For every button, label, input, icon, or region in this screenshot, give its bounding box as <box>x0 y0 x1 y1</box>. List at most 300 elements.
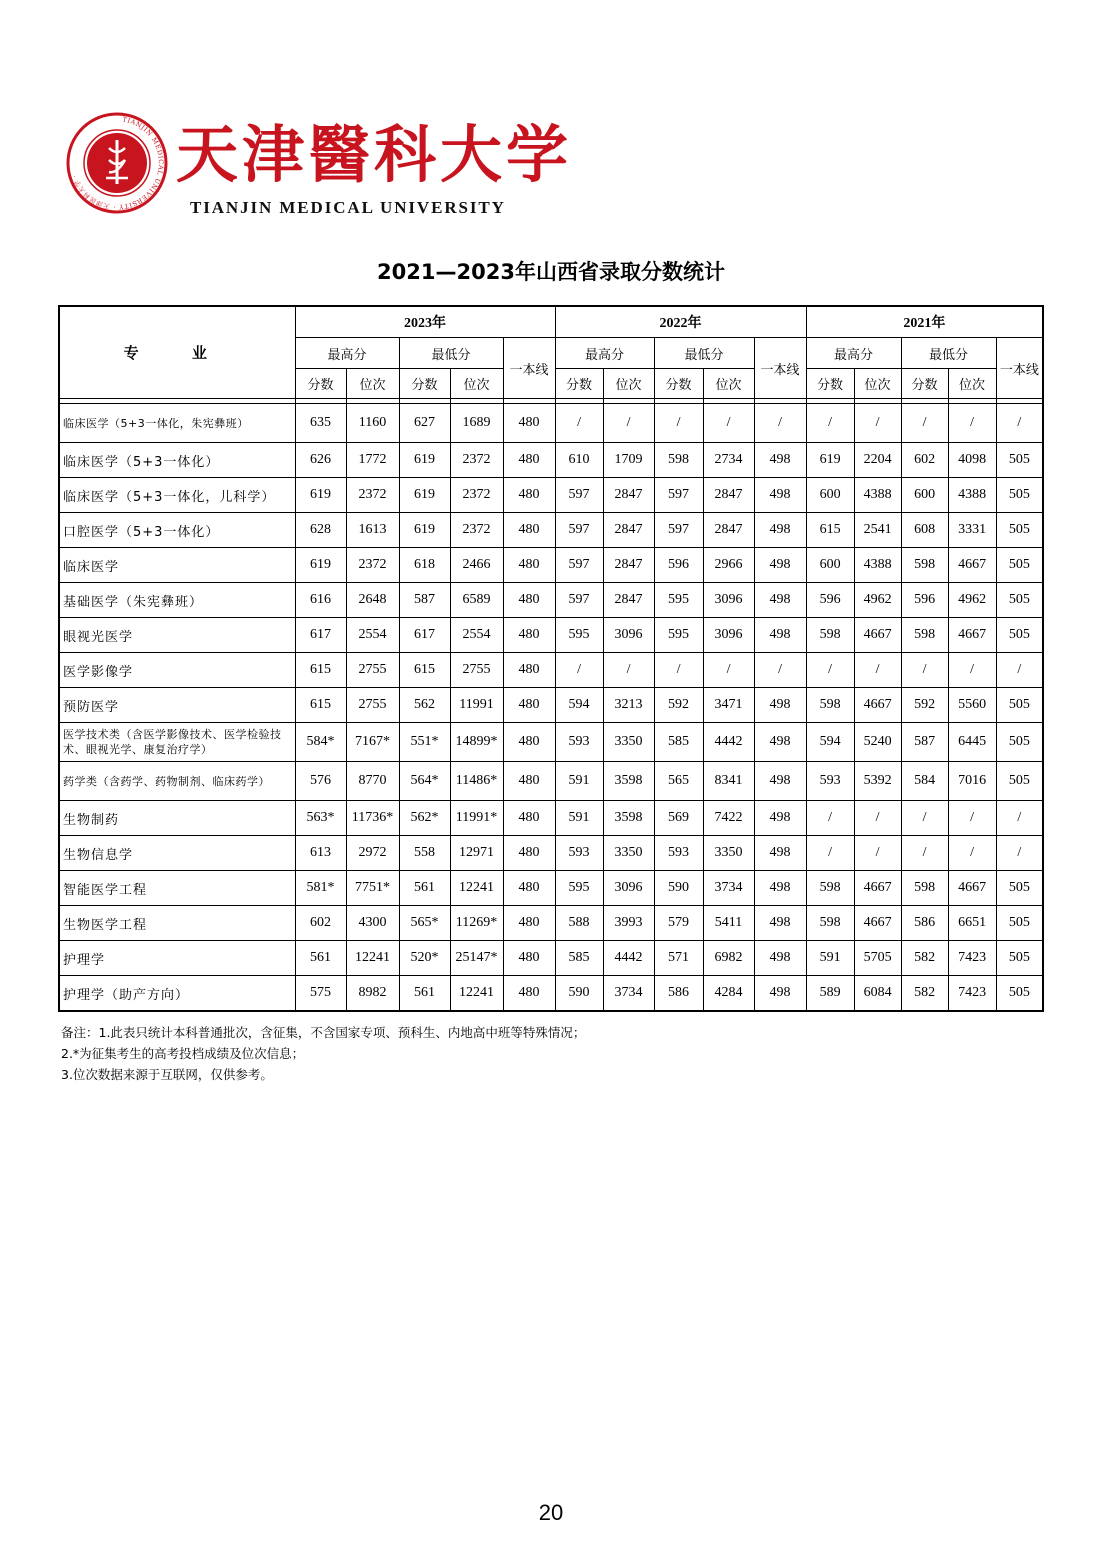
major-cell: 基础医学（朱宪彝班） <box>59 583 295 618</box>
value-cell: 592 <box>654 688 703 723</box>
value-cell: 615 <box>295 688 346 723</box>
value-cell: 3993 <box>603 906 654 941</box>
value-cell: / <box>806 404 854 443</box>
max-score-header: 最高分 <box>555 338 654 369</box>
value-cell: / <box>996 836 1043 871</box>
value-cell: / <box>806 801 854 836</box>
value-cell: 498 <box>754 583 806 618</box>
svg-text:1951: 1951 <box>109 185 125 192</box>
first-tier-line-header: 一本线 <box>503 338 555 399</box>
table-row <box>59 976 1043 1012</box>
value-cell: 11269* <box>450 906 503 941</box>
value-cell: 498 <box>754 478 806 513</box>
value-cell: 608 <box>901 513 948 548</box>
value-cell: 25147* <box>450 941 503 976</box>
value-cell: 2372 <box>450 443 503 478</box>
value-cell: 4667 <box>854 688 901 723</box>
value-cell: 598 <box>901 618 948 653</box>
score-header: 分数 <box>295 369 346 399</box>
major-cell: 预防医学 <box>59 688 295 723</box>
score-header: 分数 <box>399 369 450 399</box>
value-cell: 480 <box>503 653 555 688</box>
value-cell: 600 <box>806 548 854 583</box>
major-cell: 医学影像学 <box>59 653 295 688</box>
min-score-header: 最低分 <box>399 338 503 369</box>
value-cell: / <box>703 653 754 688</box>
table-body <box>59 399 1043 1012</box>
value-cell: / <box>754 653 806 688</box>
value-cell: 4667 <box>854 906 901 941</box>
value-cell: 598 <box>901 548 948 583</box>
value-cell: 498 <box>754 941 806 976</box>
value-cell: 561 <box>295 941 346 976</box>
rank-header: 位次 <box>450 369 503 399</box>
value-cell: 579 <box>654 906 703 941</box>
min-score-header: 最低分 <box>901 338 996 369</box>
value-cell: 5392 <box>854 762 901 801</box>
value-cell: / <box>854 801 901 836</box>
major-cell: 生物医学工程 <box>59 906 295 941</box>
value-cell: 505 <box>996 688 1043 723</box>
year-header-2022: 2022年 <box>555 306 806 338</box>
value-cell: 585 <box>654 723 703 762</box>
value-cell: 4442 <box>703 723 754 762</box>
table-row <box>59 688 1043 723</box>
value-cell: 2755 <box>450 653 503 688</box>
value-cell: 8770 <box>346 762 399 801</box>
score-header: 分数 <box>654 369 703 399</box>
value-cell: 3471 <box>703 688 754 723</box>
value-cell: 498 <box>754 871 806 906</box>
value-cell: 1160 <box>346 404 399 443</box>
value-cell: 2554 <box>346 618 399 653</box>
value-cell: 4098 <box>948 443 996 478</box>
value-cell: 6084 <box>854 976 901 1012</box>
value-cell: 584 <box>901 762 948 801</box>
table-row <box>59 871 1043 906</box>
value-cell: 593 <box>654 836 703 871</box>
value-cell: / <box>996 653 1043 688</box>
value-cell: 635 <box>295 404 346 443</box>
value-cell: 7422 <box>703 801 754 836</box>
value-cell: 7167* <box>346 723 399 762</box>
value-cell: 5560 <box>948 688 996 723</box>
value-cell: 593 <box>555 723 603 762</box>
value-cell: 3598 <box>603 762 654 801</box>
value-cell: 561 <box>399 871 450 906</box>
score-header: 分数 <box>806 369 854 399</box>
value-cell: 8341 <box>703 762 754 801</box>
major-cell: 临床医学（5+3一体化，朱宪彝班） <box>59 404 295 443</box>
value-cell: 14899* <box>450 723 503 762</box>
value-cell: / <box>901 404 948 443</box>
major-cell: 智能医学工程 <box>59 871 295 906</box>
value-cell: 2372 <box>450 513 503 548</box>
value-cell: 12971 <box>450 836 503 871</box>
value-cell: 498 <box>754 618 806 653</box>
value-cell: 2466 <box>450 548 503 583</box>
value-cell: 569 <box>654 801 703 836</box>
value-cell: 498 <box>754 688 806 723</box>
value-cell: 617 <box>399 618 450 653</box>
value-cell: / <box>996 801 1043 836</box>
value-cell: 4962 <box>948 583 996 618</box>
document-title: 2021—2023年山西省录取分数统计 <box>377 260 725 284</box>
rank-header: 位次 <box>703 369 754 399</box>
notes <box>61 1022 585 1085</box>
value-cell: 3096 <box>703 583 754 618</box>
value-cell: 5240 <box>854 723 901 762</box>
value-cell: 2372 <box>346 478 399 513</box>
value-cell: 591 <box>555 801 603 836</box>
value-cell: 551* <box>399 723 450 762</box>
value-cell: 4667 <box>854 871 901 906</box>
value-cell: 597 <box>555 583 603 618</box>
value-cell: 4667 <box>854 618 901 653</box>
value-cell: 600 <box>806 478 854 513</box>
value-cell: 6589 <box>450 583 503 618</box>
value-cell: / <box>901 836 948 871</box>
value-cell: 498 <box>754 906 806 941</box>
value-cell: 2847 <box>603 478 654 513</box>
value-cell: 505 <box>996 906 1043 941</box>
value-cell: 4284 <box>703 976 754 1012</box>
value-cell: 565* <box>399 906 450 941</box>
value-cell: 498 <box>754 443 806 478</box>
score-header: 分数 <box>901 369 948 399</box>
value-cell: 505 <box>996 723 1043 762</box>
value-cell: / <box>654 404 703 443</box>
value-cell: 12241 <box>450 871 503 906</box>
value-cell: 480 <box>503 583 555 618</box>
value-cell: 2755 <box>346 653 399 688</box>
value-cell: 615 <box>806 513 854 548</box>
value-cell: 3598 <box>603 801 654 836</box>
value-cell: / <box>806 836 854 871</box>
value-cell: 591 <box>806 941 854 976</box>
value-cell: 498 <box>754 836 806 871</box>
major-cell: 护理学 <box>59 941 295 976</box>
value-cell: 11991 <box>450 688 503 723</box>
value-cell: 619 <box>806 443 854 478</box>
value-cell: 590 <box>555 976 603 1012</box>
value-cell: 505 <box>996 513 1043 548</box>
rank-header: 位次 <box>346 369 399 399</box>
value-cell: 586 <box>654 976 703 1012</box>
university-name-chinese: 天津醫科大学 <box>176 118 573 191</box>
major-cell: 临床医学 <box>59 548 295 583</box>
value-cell: 597 <box>654 478 703 513</box>
major-cell: 医学技术类（含医学影像技术、医学检验技术、眼视光学、康复治疗学） <box>59 723 295 762</box>
value-cell: 11486* <box>450 762 503 801</box>
value-cell: 1709 <box>603 443 654 478</box>
value-cell: 2847 <box>603 583 654 618</box>
value-cell: 480 <box>503 762 555 801</box>
value-cell: / <box>901 653 948 688</box>
value-cell: 615 <box>399 653 450 688</box>
value-cell: / <box>948 836 996 871</box>
value-cell: 561 <box>399 976 450 1012</box>
table-row <box>59 836 1043 871</box>
major-column-header: 专 业 <box>59 306 295 399</box>
value-cell: 12241 <box>450 976 503 1012</box>
note-line: 备注：1.此表只统计本科普通批次，含征集，不含国家专项、预科生、内地高中班等特殊情况； <box>61 1025 586 1040</box>
major-cell: 药学类（含药学、药物制剂、临床药学） <box>59 762 295 801</box>
value-cell: 498 <box>754 513 806 548</box>
major-cell: 临床医学（5+3一体化） <box>59 443 295 478</box>
max-score-header: 最高分 <box>295 338 399 369</box>
value-cell: 565 <box>654 762 703 801</box>
table-row <box>59 801 1043 836</box>
admission-score-table <box>58 305 1044 1012</box>
value-cell: 563* <box>295 801 346 836</box>
value-cell: 11736* <box>346 801 399 836</box>
value-cell: 558 <box>399 836 450 871</box>
table-row <box>59 618 1043 653</box>
value-cell: 3213 <box>603 688 654 723</box>
value-cell: / <box>555 404 603 443</box>
value-cell: 11991* <box>450 801 503 836</box>
first-tier-line-header: 一本线 <box>996 338 1043 399</box>
value-cell: 593 <box>806 762 854 801</box>
value-cell: 596 <box>806 583 854 618</box>
value-cell: 610 <box>555 443 603 478</box>
value-cell: / <box>806 653 854 688</box>
page-number: 20 <box>538 1500 564 1525</box>
value-cell: 480 <box>503 871 555 906</box>
value-cell: 615 <box>295 653 346 688</box>
value-cell: / <box>948 801 996 836</box>
value-cell: 5705 <box>854 941 901 976</box>
value-cell: 3096 <box>703 618 754 653</box>
value-cell: 505 <box>996 762 1043 801</box>
table-row <box>59 906 1043 941</box>
major-cell: 生物信息学 <box>59 836 295 871</box>
value-cell: / <box>654 653 703 688</box>
value-cell: 595 <box>555 618 603 653</box>
value-cell: 589 <box>806 976 854 1012</box>
value-cell: 619 <box>295 478 346 513</box>
first-tier-line-header: 一本线 <box>754 338 806 399</box>
value-cell: 598 <box>806 618 854 653</box>
value-cell: 4388 <box>854 478 901 513</box>
value-cell: 480 <box>503 723 555 762</box>
value-cell: 480 <box>503 836 555 871</box>
value-cell: 505 <box>996 443 1043 478</box>
value-cell: 1689 <box>450 404 503 443</box>
value-cell: 598 <box>806 688 854 723</box>
major-cell: 护理学（助产方向） <box>59 976 295 1012</box>
value-cell: 8982 <box>346 976 399 1012</box>
table-row <box>59 478 1043 513</box>
value-cell: 598 <box>654 443 703 478</box>
value-cell: 505 <box>996 478 1043 513</box>
value-cell: 480 <box>503 618 555 653</box>
value-cell: 4388 <box>948 478 996 513</box>
value-cell: 480 <box>503 941 555 976</box>
table-row <box>59 513 1043 548</box>
value-cell: 2541 <box>854 513 901 548</box>
value-cell: 627 <box>399 404 450 443</box>
rank-header: 位次 <box>948 369 996 399</box>
value-cell: 4442 <box>603 941 654 976</box>
value-cell: 505 <box>996 548 1043 583</box>
value-cell: 596 <box>654 548 703 583</box>
table-row <box>59 548 1043 583</box>
value-cell: 480 <box>503 404 555 443</box>
table-row <box>59 443 1043 478</box>
value-cell: 590 <box>654 871 703 906</box>
value-cell: / <box>996 404 1043 443</box>
value-cell: 618 <box>399 548 450 583</box>
value-cell: 505 <box>996 941 1043 976</box>
value-cell: 619 <box>399 478 450 513</box>
value-cell: 3734 <box>603 976 654 1012</box>
value-cell: / <box>854 404 901 443</box>
value-cell: 595 <box>654 618 703 653</box>
value-cell: / <box>703 404 754 443</box>
university-name-english: TIANJIN MEDICAL UNIVERSITY <box>190 198 506 217</box>
value-cell: / <box>555 653 603 688</box>
value-cell: 619 <box>295 548 346 583</box>
value-cell: 3350 <box>603 836 654 871</box>
value-cell: / <box>948 653 996 688</box>
value-cell: 602 <box>901 443 948 478</box>
table-row <box>59 762 1043 801</box>
value-cell: 582 <box>901 976 948 1012</box>
value-cell: 505 <box>996 871 1043 906</box>
value-cell: 587 <box>399 583 450 618</box>
value-cell: 3331 <box>948 513 996 548</box>
value-cell: 597 <box>555 548 603 583</box>
value-cell: 2847 <box>703 478 754 513</box>
value-cell: 2847 <box>703 513 754 548</box>
value-cell: 564* <box>399 762 450 801</box>
value-cell: / <box>603 653 654 688</box>
svg-text:TIANJIN MEDICAL UNIVERSITY · 天: TIANJIN MEDICAL UNIVERSITY · 天津医科大学 · <box>70 115 166 212</box>
major-cell: 口腔医学（5+3一体化） <box>59 513 295 548</box>
score-header: 分数 <box>555 369 603 399</box>
value-cell: 595 <box>555 871 603 906</box>
value-cell: 4962 <box>854 583 901 618</box>
value-cell: 597 <box>654 513 703 548</box>
table-row <box>59 723 1043 762</box>
value-cell: 2966 <box>703 548 754 583</box>
table-row <box>59 583 1043 618</box>
value-cell: 591 <box>555 762 603 801</box>
value-cell: / <box>854 836 901 871</box>
value-cell: 2847 <box>603 548 654 583</box>
value-cell: 598 <box>806 871 854 906</box>
value-cell: 498 <box>754 976 806 1012</box>
value-cell: 6651 <box>948 906 996 941</box>
value-cell: 586 <box>901 906 948 941</box>
rank-header: 位次 <box>854 369 901 399</box>
value-cell: 2204 <box>854 443 901 478</box>
value-cell: 480 <box>503 548 555 583</box>
value-cell: 628 <box>295 513 346 548</box>
value-cell: 2847 <box>603 513 654 548</box>
value-cell: 584* <box>295 723 346 762</box>
value-cell: 498 <box>754 548 806 583</box>
value-cell: 588 <box>555 906 603 941</box>
value-cell: / <box>948 404 996 443</box>
rank-header: 位次 <box>603 369 654 399</box>
table-row <box>59 653 1043 688</box>
value-cell: 3096 <box>603 871 654 906</box>
value-cell: 598 <box>806 906 854 941</box>
value-cell: / <box>901 801 948 836</box>
value-cell: / <box>854 653 901 688</box>
value-cell: 613 <box>295 836 346 871</box>
value-cell: 598 <box>901 871 948 906</box>
value-cell: 6982 <box>703 941 754 976</box>
table-row <box>59 404 1043 443</box>
value-cell: 575 <box>295 976 346 1012</box>
value-cell: 7423 <box>948 941 996 976</box>
major-cell: 临床医学（5+3一体化，儿科学） <box>59 478 295 513</box>
value-cell: 596 <box>901 583 948 618</box>
value-cell: 3350 <box>703 836 754 871</box>
table-row <box>59 941 1043 976</box>
value-cell: 505 <box>996 618 1043 653</box>
value-cell: 3350 <box>603 723 654 762</box>
value-cell: 594 <box>806 723 854 762</box>
value-cell: 1613 <box>346 513 399 548</box>
value-cell: 582 <box>901 941 948 976</box>
year-header-2021: 2021年 <box>806 306 1043 338</box>
value-cell: 7751* <box>346 871 399 906</box>
year-header-2023: 2023年 <box>295 306 555 338</box>
note-line: 3.位次数据来源于互联网，仅供参考。 <box>61 1067 273 1082</box>
value-cell: 592 <box>901 688 948 723</box>
value-cell: 619 <box>399 513 450 548</box>
value-cell: 626 <box>295 443 346 478</box>
value-cell: / <box>603 404 654 443</box>
value-cell: 12241 <box>346 941 399 976</box>
value-cell: 7016 <box>948 762 996 801</box>
value-cell: 480 <box>503 513 555 548</box>
value-cell: 3096 <box>603 618 654 653</box>
value-cell: 600 <box>901 478 948 513</box>
value-cell: 1772 <box>346 443 399 478</box>
note-line: 2.*为征集考生的高考投档成绩及位次信息； <box>61 1046 305 1061</box>
value-cell: 562* <box>399 801 450 836</box>
value-cell: 480 <box>503 801 555 836</box>
min-score-header: 最低分 <box>654 338 754 369</box>
university-seal-icon <box>66 112 168 214</box>
value-cell: 498 <box>754 801 806 836</box>
major-cell: 生物制药 <box>59 801 295 836</box>
value-cell: 597 <box>555 478 603 513</box>
value-cell: 587 <box>901 723 948 762</box>
value-cell: 480 <box>503 688 555 723</box>
value-cell: 2755 <box>346 688 399 723</box>
value-cell: 520* <box>399 941 450 976</box>
value-cell: 595 <box>654 583 703 618</box>
value-cell: 480 <box>503 906 555 941</box>
value-cell: / <box>754 404 806 443</box>
value-cell: 562 <box>399 688 450 723</box>
value-cell: 593 <box>555 836 603 871</box>
value-cell: 480 <box>503 976 555 1012</box>
value-cell: 480 <box>503 443 555 478</box>
major-cell: 眼视光医学 <box>59 618 295 653</box>
value-cell: 581* <box>295 871 346 906</box>
value-cell: 2372 <box>346 548 399 583</box>
value-cell: 505 <box>996 976 1043 1012</box>
value-cell: 585 <box>555 941 603 976</box>
